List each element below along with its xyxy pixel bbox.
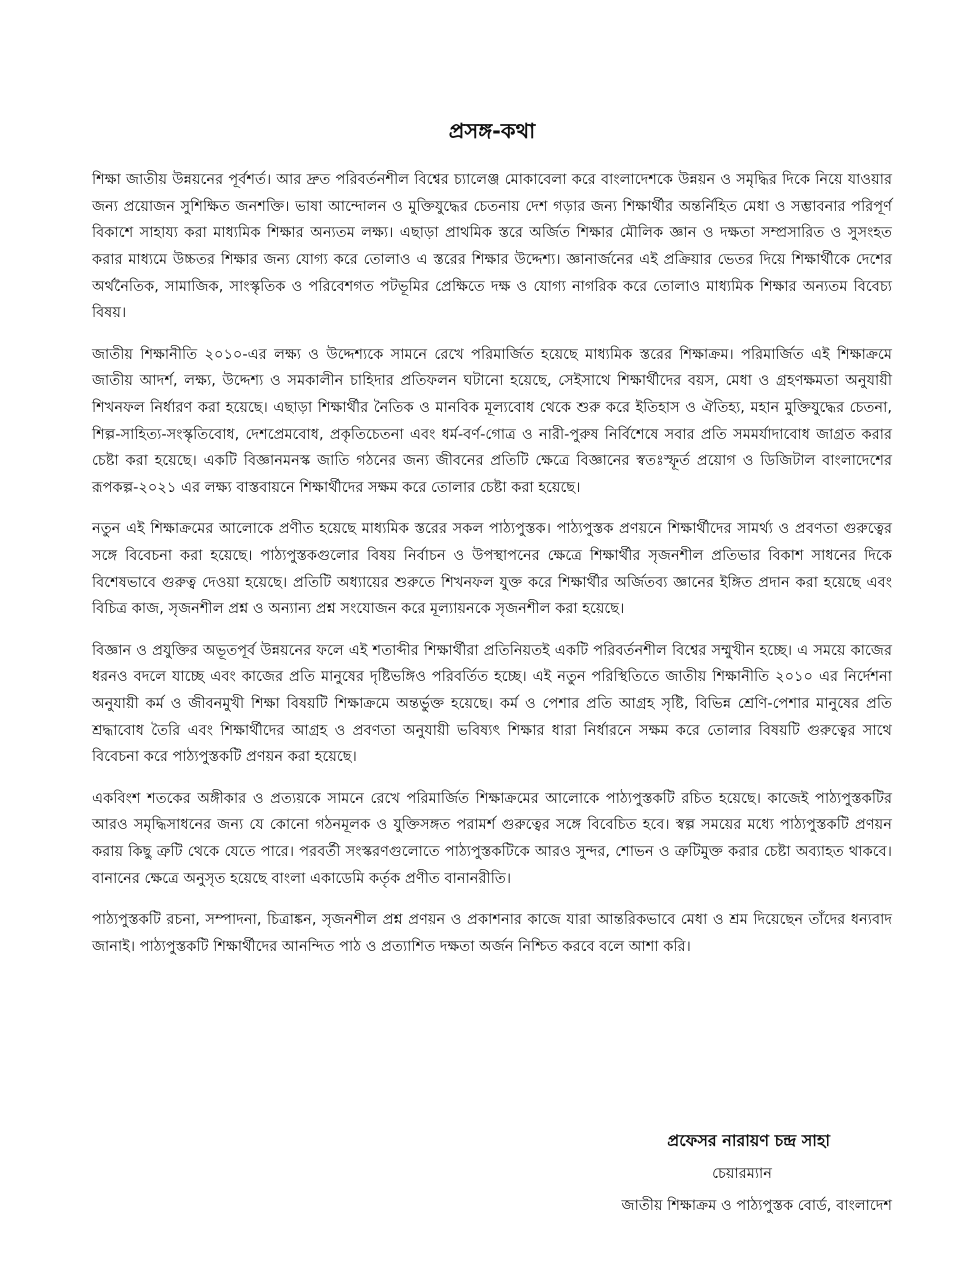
paragraph-4: বিজ্ঞান ও প্রযুক্তির অভূতপূর্ব উন্নয়নের ফলে এই শতাব্দীর শিক্ষার্থীরা প্রতিনিয়তই একটি পরিবর্তনশীল বিশ্বের সম্মুখীন হচ্ছে। এ সময়ে কাজের ধরনও বদলে যাচ্ছে এবং কাজের প্রতি মানুষের দৃষ্টিভঙ্গিও পরিবর্তিত হচ্ছে। এই নতুন পরিস্থিতিতে জাতীয় শিক্ষানীতি ২০১০ এর নির্দেশনা অনুযায়ী কর্ম ও জীবনমুখী শিক্ষা বিষয়টি শিক্ষাক্রমে অন্তর্ভুক্ত হয়েছে। কর্ম ও পেশার প্রতি আগ্রহ সৃষ্টি, বিভিন্ন শ্রেণি-পেশার মানুষের প্রতি শ্রদ্ধাবোধ তৈরি এবং শিক্ষার্থীদের আগ্রহ ও প্রবণতা অনুযায়ী ভবিষ্যৎ শিক্ষার ধারা নির্ধারনে সক্ষম করে তোলার বিষয়টি গুরুত্বের সাথে বিবেচনা করে পাঠ্যপুস্তকটি প্রণয়ন করা হয়েছে।	[92, 641, 892, 766]
paragraph-6: পাঠ্যপুস্তকটি রচনা, সম্পাদনা, চিত্রাঙ্কন, সৃজনশীল প্রশ্ন প্রণয়ন ও প্রকাশনার কাজে যারা আন্তরিকভাবে মেধা ও শ্রম দিয়েছেন তাঁদের ধন্যবাদ জানাই। পাঠ্যপুস্তকটি শিক্ষার্থীদের আনন্দিত পাঠ ও প্রত্যাশিত দক্ষতা অর্জন নিশ্চিত করবে বলে আশা করি।	[92, 911, 892, 955]
document-body	[92, 118, 892, 975]
paragraph-5: একবিংশ শতকের অঙ্গীকার ও প্রত্যয়কে সামনে রেখে পরিমার্জিত শিক্ষাক্রমের আলোকে পাঠ্যপুস্তকটি রচিত হয়েছে। কাজেই পাঠ্যপুস্তকটির আরও সমৃদ্ধিসাধনের জন্য যে কোনো গঠনমূলক ও যুক্তিসঙ্গত পরামর্শ গুরুত্বের সঙ্গে বিবেচিত হবে। স্বল্প সময়ের মধ্যে পাঠ্যপুস্তকটি প্রণয়ন করায় কিছু ত্রুটি থেকে যেতে পারে। পরবর্তী সংস্করণগুলোতে পাঠ্যপুস্তকটিকে আরও সুন্দর, শোভন ও ত্রুটিমুক্ত করার চেষ্টা অব্যাহত থাকবে। বানানের ক্ষেত্রে অনুসৃত হয়েছে বাংলা একাডেমি কর্তৃক প্রণীত বানানরীতি।	[92, 789, 892, 887]
paragraph-2: জাতীয় শিক্ষানীতি ২০১০-এর লক্ষ্য ও উদ্দেশ্যকে সামনে রেখে পরিমার্জিত হয়েছে মাধ্যমিক স্তরের শিক্ষাক্রম। পরিমার্জিত এই শিক্ষাক্রমে জাতীয় আদর্শ, লক্ষ্য, উদ্দেশ্য ও সমকালীন চাহিদার প্রতিফলন ঘটানো হয়েছে, সেইসাথে শিক্ষার্থীদের বয়স, মেধা ও গ্রহণক্ষমতা অনুযায়ী শিখনফল নির্ধারণ করা হয়েছে। এছাড়া শিক্ষার্থীর নৈতিক ও মানবিক মূল্যবোধ থেকে শুরু করে ইতিহাস ও ঐতিহ্য, মহান মুক্তিযুদ্ধের চেতনা, শিল্প-সাহিত্য-সংস্কৃতিবোধ, দেশপ্রেমবোধ, প্রকৃতিচেতনা এবং ধর্ম-বর্ণ-গোত্র ও নারী-পুরুষ নির্বিশেষে সবার প্রতি সমমর্যাদাবোধ জাগ্রত করার চেষ্টা করা হয়েছে। একটি বিজ্ঞানমনস্ক জাতি গঠনের জন্য জীবনের প্রতিটি ক্ষেত্রে বিজ্ঞানের স্বতঃস্ফূর্ত প্রয়োগ ও ডিজিটাল বাংলাদেশের রূপকল্প-২০২১ এর লক্ষ্য বাস্তবায়নে শিক্ষার্থীদের সক্ষম করে তোলার চেষ্টা করা হয়েছে।	[92, 345, 892, 496]
signatory-organization: জাতীয় শিক্ষাক্রম ও পাঠ্যপুস্তক বোর্ড, বাংলাদেশ	[621, 1197, 892, 1214]
signatory-name: প্রফেসর নারায়ণ চন্দ্র সাহা	[667, 1131, 830, 1150]
paragraph-3: নতুন এই শিক্ষাক্রমের আলোকে প্রণীত হয়েছে মাধ্যমিক স্তরের সকল পাঠ্যপুস্তক। পাঠ্যপুস্তক প্রণয়নে শিক্ষার্থীদের সামর্থ্য ও প্রবণতা গুরুত্বের সঙ্গে বিবেচনা করা হয়েছে। পাঠ্যপুস্তকগুলোর বিষয় নির্বাচন ও উপস্থাপনের ক্ষেত্রে শিক্ষার্থীর সৃজনশীল প্রতিভার বিকাশ সাধনের দিকে বিশেষভাবে গুরুত্ব দেওয়া হয়েছে। প্রতিটি অধ্যায়ের শুরুতে শিখনফল যুক্ত করে শিক্ষার্থীর অর্জিতব্য জ্ঞানের ইঙ্গিত প্রদান করা হয়েছে এবং বিচিত্র কাজ, সৃজনশীল প্রশ্ন ও অন্যান্য প্রশ্ন সংযোজন করে মূল্যায়নকে সৃজনশীল করা হয়েছে।	[92, 520, 892, 618]
signatory-role: চেয়ারম্যান	[712, 1165, 772, 1182]
page-title: প্রসঙ্গ-কথা	[448, 119, 536, 143]
signature-block	[92, 1124, 892, 1222]
paragraph-1: শিক্ষা জাতীয় উন্নয়নের পূর্বশর্ত। আর দ্রুত পরিবর্তনশীল বিশ্বের চ্যালেঞ্জ মোকাবেলা করে বাংলাদেশকে উন্নয়ন ও সমৃদ্ধির দিকে নিয়ে যাওয়ার জন্য প্রয়োজন সুশিক্ষিত জনশক্তি। ভাষা আন্দোলন ও মুক্তিযুদ্ধের চেতনায় দেশ গড়ার জন্য শিক্ষার্থীর অন্তর্নিহিত মেধা ও সম্ভাবনার পরিপূর্ণ বিকাশে সাহায্য করা মাধ্যমিক শিক্ষার অন্যতম লক্ষ্য। এছাড়া প্রাথমিক স্তরে অর্জিত শিক্ষার মৌলিক জ্ঞান ও দক্ষতা সম্প্রসারিত ও সুসংহত করার মাধ্যমে উচ্চতর শিক্ষার জন্য যোগ্য করে তোলাও এ স্তরের শিক্ষার উদ্দেশ্য। জ্ঞানার্জনের এই প্রক্রিয়ার ভেতর দিয়ে শিক্ষার্থীকে দেশের অর্থনৈতিক, সামাজিক, সাংস্কৃতিক ও পরিবেশগত পটভূমির প্রেক্ষিতে দক্ষ ও যোগ্য নাগরিক করে তোলাও মাধ্যমিক শিক্ষার অন্যতম বিবেচ্য বিষয়।	[92, 171, 892, 322]
